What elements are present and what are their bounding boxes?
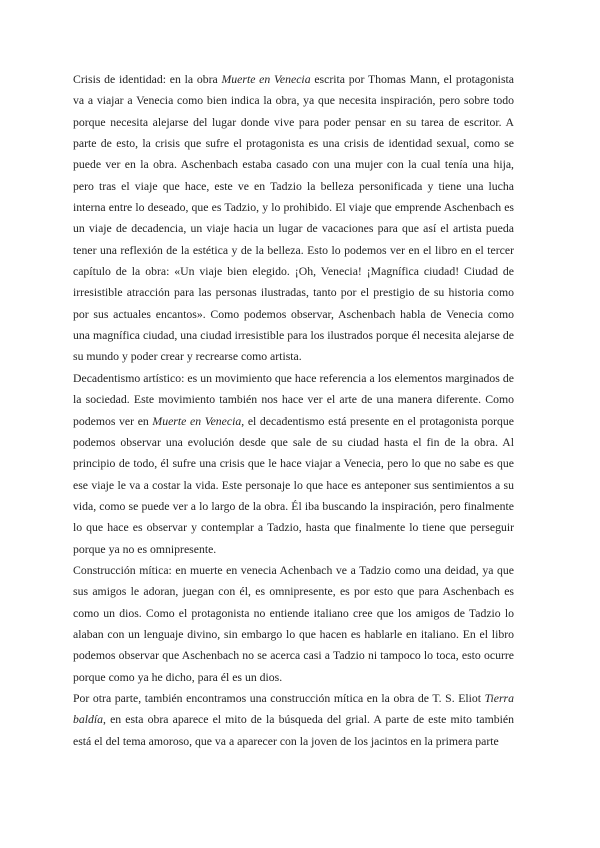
paragraph-text: , en esta obra aparece el mito de la búsqueda del grial. A parte de este mito también está el del tema amoroso, que va a aparecer con la joven de los jacintos en la primera parte: [73, 713, 514, 748]
paragraph-text: Decadentismo artístico: es un movimiento que hace referencia a los elementos marginados de la sociedad. Este movimiento también nos hace ver el arte de una manera diferente. Como podemos ver en: [73, 371, 514, 428]
paragraph-text: Por otra parte, también encontramos una construcción mítica en la obra de T. S. Eliot: [73, 691, 485, 705]
paragraph-por-otra-parte: [73, 688, 514, 752]
paragraph-crisis-de-identidad: [73, 69, 514, 368]
book-title-tierra-baldia: Tierra baldía: [73, 691, 514, 727]
paragraph-text: escrita por Thomas Mann, el protagonista va a viajar a Venecia como bien indica la obra, ya que necesita inspiración, pero sobre todo porque necesita alejarse del lugar donde vive para poder pensar en su tarea de escritor. A parte de esto, la crisis que sufre el protagonista es una crisis de identidad sexual, como se puede ver en la obra. Aschenbach estaba casado con una mujer con la cual tenía una hija, pero tras el viaje que hace, este ve en Tadzio la belleza personificada y tiene una lucha interna entre lo deseado, que es Tadzio, y lo prohibido. El viaje que emprende Aschenbach es un viaje de decadencia, un viaje hacia un lugar de vacaciones para que así el artista pueda tener una reflexión de la estética y de la belleza. Esto lo podemos ver en el libro en el tercer capítulo de la obra: «Un viaje bien elegido. ¡Oh, Venecia! ¡Magnífica ciudad! Ciudad de irresistible atracción para las personas ilustradas, tanto por el prestigio de su historia como por sus actuales encantos». Como podemos observar, Aschenbach habla de Venecia como una magnífica ciudad, una ciudad irresistible para los ilustrados porque él necesita alejarse de su mundo y poder crear y recrearse como artista.: [73, 73, 514, 364]
paragraph-text: , el decadentismo está presente en el protagonista porque podemos observar una evolución desde que sale de su ciudad hasta el fin de la obra. Al principio de todo, él sufre una crisis que le hace viajar a Venecia, pero lo que no sabe es que ese viaje le va a costar la vida. Este personaje lo que hace es anteponer sus sentimientos a su vida, como se puede ver a lo largo de la obra. Él iba buscando la inspiración, pero finalmente lo que hace es observar y contemplar a Tadzio, hasta que finalmente lo tiene que perseguir porque ya no es omnipresente.: [73, 414, 515, 556]
paragraph-text: Crisis de identidad: en la obra: [73, 73, 222, 86]
paragraph-text: Construcción mítica: en muerte en venecia Achenbach ve a Tadzio como una deidad, ya que sus amigos le adoran, juegan con él, es omnipresente, es por esto que para Aschenbach es como un dios. Como el protagonista no entiende italiano cree que los amigos de Tadzio lo alaban con un lenguaje divino, sin embargo lo que hacen es hablarle en italiano. En el libro podemos observar que Aschenbach no se acerca casi a Tadzio ni tampoco lo toca, esto ocurre porque como ya he dicho, para él es un dios.: [73, 563, 514, 684]
paragraph-decadentismo-artistico: [73, 368, 514, 560]
paragraph-construccion-mitica: [73, 560, 514, 688]
book-title-muerte-en-venecia: Muerte en Venecia: [221, 73, 311, 86]
book-title-muerte-en-venecia: Muerte en Venecia: [152, 414, 242, 428]
